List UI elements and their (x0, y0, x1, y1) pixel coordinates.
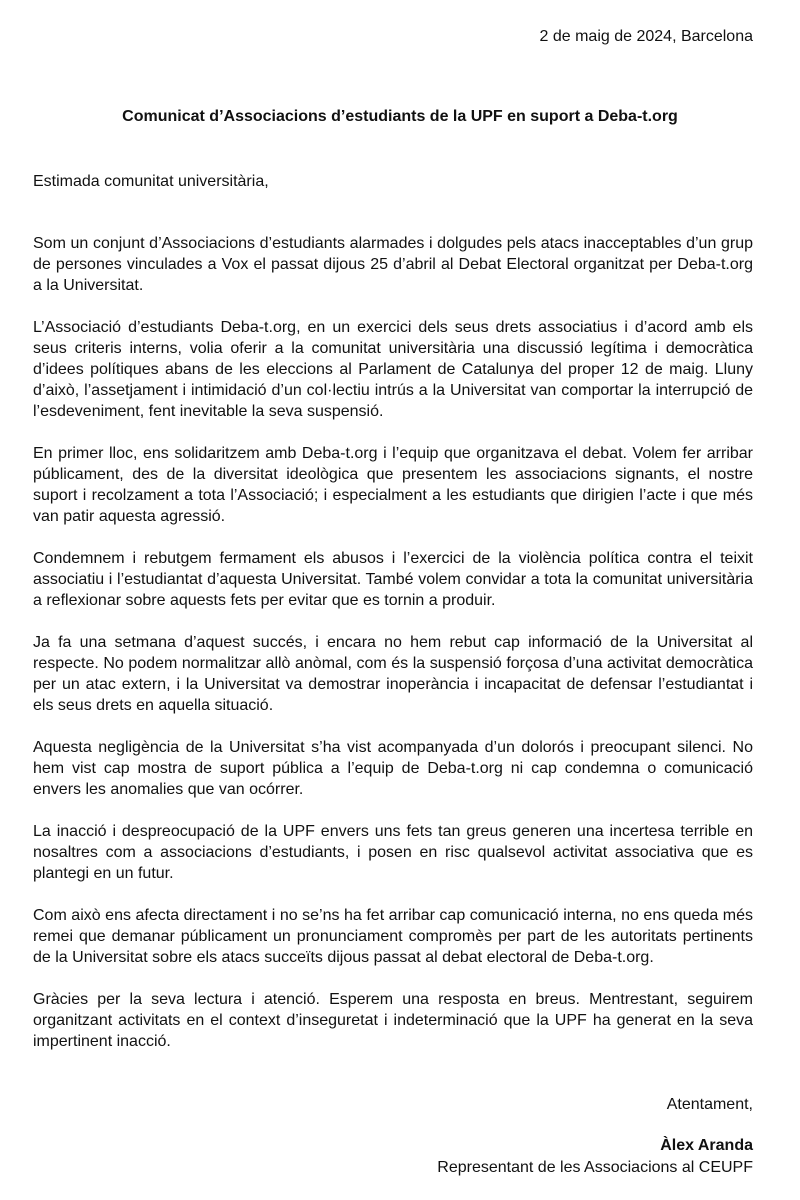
paragraph-3: En primer lloc, ens solidaritzem amb Deba-t.org i l’equip que organitzava el debat. Volem fer arribar públicament, des de la diversitat ideològica que presentem les associacions signants, el nostre suport i recolzament a tota l’Associació; i especialment a les estudiants que dirigien l’acte i que més van patir aquesta agressió. (33, 445, 753, 525)
signer-role: Representant de les Associacions al CEUPF (437, 1159, 753, 1176)
paragraph-5: Ja fa una setmana d’aquest succés, i encara no hem rebut cap informació de la Universitat al respecte. No podem normalitzar allò anòmal, com és la suspensió forçosa d’una activitat democràtica per un atac extern, i la Universitat va demostrar inoperància i incapacitat de defensar l’estudiantat i els seus drets en aquella situació. (33, 634, 753, 714)
paragraph-9: Gràcies per la seva lectura i atenció. Esperem una resposta en breus. Mentrestant, seguirem organitzant activitats en el context d’inseguretat i indeterminació que la UPF ha generat en la seva impertinent inacció. (33, 991, 753, 1050)
paragraph-4: Condemnem i rebutgem fermament els abusos i l’exercici de la violència política contra el teixit associatiu i l’estudiantat d’aquesta Universitat. També volem convidar a tota la comunitat universitària a reflexionar sobre aquests fets per evitar que es tornin a produir. (33, 550, 753, 609)
paragraph-1: Som un conjunt d’Associacions d’estudiants alarmades i dolgudes pels atacs inacceptables d’un grup de persones vinculades a Vox el passat dijous 25 d’abril al Debat Electoral organitzat per Deba-t.org a la Universitat. (33, 235, 753, 294)
paragraph-7: La inacció i despreocupació de la UPF envers uns fets tan greus generen una incertesa terrible en nosaltres com a associacions d’estudiants, i posen en risc qualsevol activitat associativa que es plantegi en un futur. (33, 823, 753, 882)
closing: Atentament, (666, 1096, 753, 1113)
letter-title: Comunicat d’Associacions d’estudiants de la UPF en suport a Deba-t.org (122, 108, 678, 125)
greeting: Estimada comunitat universitària, (33, 173, 269, 190)
paragraph-2: L’Associació d’estudiants Deba-t.org, en un exercici dels seus drets associatius i d’acord amb els seus criteris interns, volia oferir a la comunitat universitària una discussió legítima i democràtica d’idees polítiques abans de les eleccions al Parlament de Catalunya del proper 12 de maig. Lluny d’això, l’assetjament i intimidació d’un col·lectiu intrús a la Universitat van comportar la interrupció de l’esdeveniment, fent inevitable la seva suspensió. (33, 319, 753, 420)
date-place: 2 de maig de 2024, Barcelona (539, 28, 753, 45)
signer-name: Àlex Aranda (660, 1137, 753, 1154)
paragraph-8: Com això ens afecta directament i no se’ns ha fet arribar cap comunicació interna, no ens queda més remei que demanar públicament un pronunciament compromès per part de les autoritats pertinents de la Universitat sobre els atacs succeïts dijous passat al debat electoral de Deba-t.org. (33, 907, 753, 966)
paragraph-6: Aquesta negligència de la Universitat s’ha vist acompanyada d’un dolorós i preocupant silenci. No hem vist cap mostra de suport pública a l’equip de Deba-t.org ni cap condemna o comunicació envers les anomalies que van ocórrer. (33, 739, 753, 798)
